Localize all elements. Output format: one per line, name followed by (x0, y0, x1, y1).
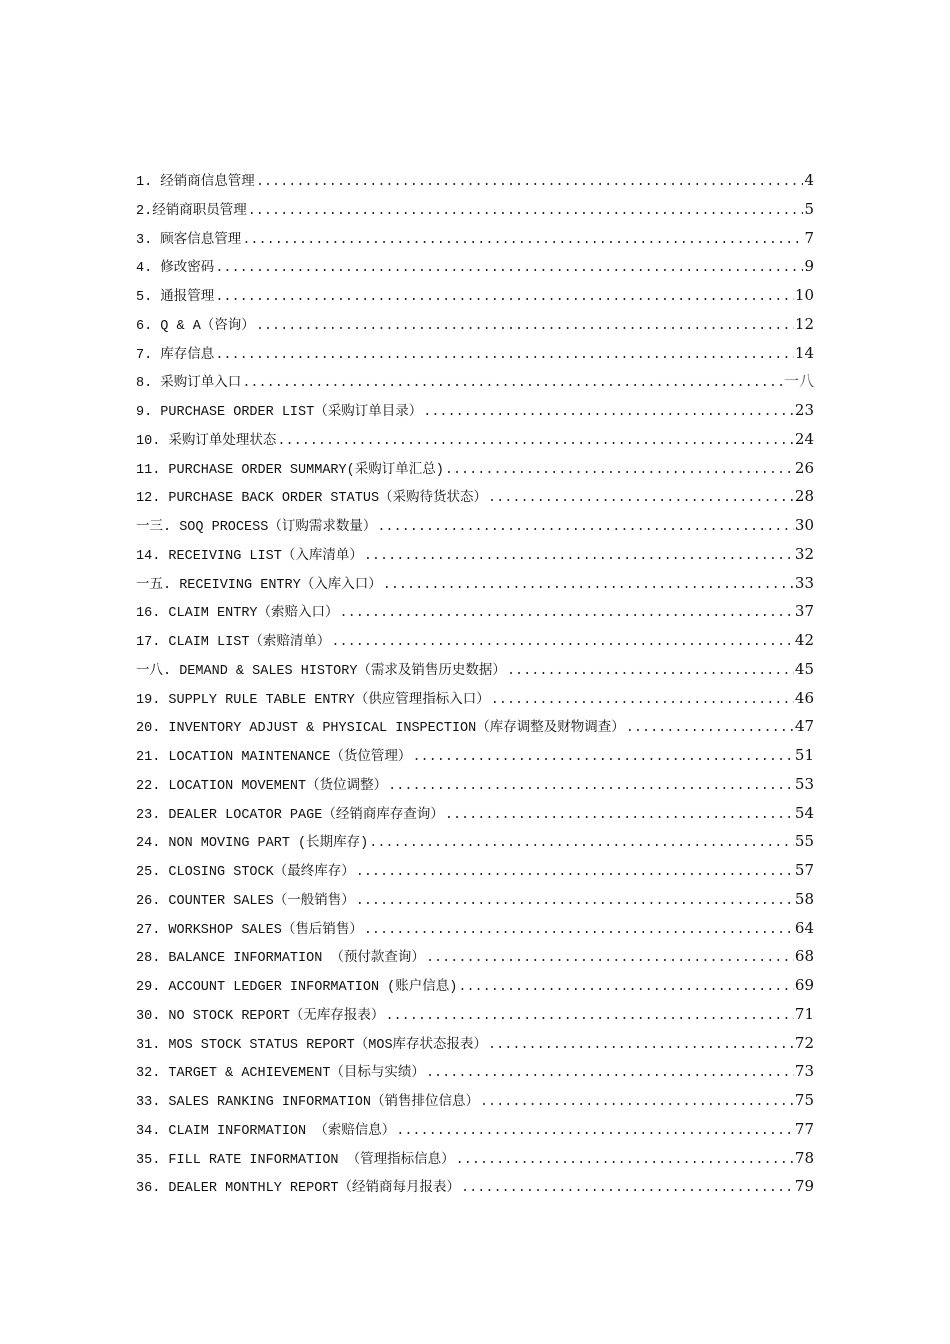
toc-entry-page-number: 28 (794, 487, 814, 506)
toc-entry-title: 8. 采购订单入口 (136, 376, 242, 392)
toc-dot-leader (626, 719, 794, 739)
toc-entry-title: 30. NO STOCK REPORT（无库存报表） (136, 1008, 385, 1024)
toc-entry-title: 一三. SOQ PROCESS（订购需求数量） (136, 520, 377, 535)
toc-entry-title: 35. FILL RATE INFORMATION （管理指标信息） (136, 1152, 455, 1168)
toc-entry-title: 5. 通报管理 (136, 290, 215, 305)
toc-entry-title: 28. BALANCE INFORMATION （预付款查询） (136, 951, 425, 967)
toc-entry[interactable] (136, 831, 814, 860)
toc-entry-page-number: 64 (794, 918, 814, 937)
toc-dot-leader (242, 231, 803, 251)
toc-entry-title: 21. LOCATION MAINTENANCE（货位管理） (136, 750, 412, 765)
toc-entry[interactable] (136, 371, 814, 400)
toc-dot-leader (364, 921, 794, 941)
toc-entry-title: 10. 采购订单处理状态 (136, 433, 277, 449)
toc-entry-page-number: 58 (794, 889, 814, 908)
toc-dot-leader (383, 576, 794, 596)
toc-dot-leader (215, 346, 794, 366)
toc-dot-leader (480, 1093, 794, 1113)
toc-entry[interactable] (136, 285, 814, 314)
toc-entry[interactable] (136, 228, 814, 257)
toc-entry-page-number: 69 (794, 976, 814, 994)
toc-entry[interactable] (136, 745, 814, 774)
toc-entry-page-number: 78 (794, 1148, 814, 1167)
toc-entry-page-number: 10 (794, 286, 814, 304)
toc-entry[interactable] (136, 486, 814, 515)
toc-entry-title: 7. 库存信息 (136, 347, 215, 363)
toc-dot-leader (458, 978, 794, 998)
toc-entry[interactable] (136, 429, 814, 458)
toc-dot-leader (412, 748, 793, 768)
toc-entry-title: 20. INVENTORY ADJUST & PHYSICAL INSPECTION（库存调整及财物调查） (136, 721, 625, 737)
toc-dot-leader (423, 403, 794, 423)
toc-entry-title: 33. SALES RANKING INFORMATION（销售排位信息） (136, 1095, 479, 1110)
toc-entry[interactable] (136, 1033, 814, 1062)
toc-entry-page-number: 26 (794, 458, 814, 477)
toc-entry-title: 14. RECEIVING LIST（入库清单） (136, 548, 363, 564)
toc-dot-leader (445, 806, 794, 826)
toc-dot-leader (491, 691, 794, 711)
toc-dot-leader (461, 1179, 794, 1199)
toc-dot-leader (369, 834, 794, 854)
toc-entry-page-number: 12 (794, 314, 814, 333)
toc-dot-leader (248, 202, 804, 222)
toc-dot-leader (215, 259, 803, 279)
toc-entry-title: 32. TARGET & ACHIEVEMENT（目标与实绩） (136, 1066, 425, 1082)
toc-entry[interactable] (136, 630, 814, 659)
toc-entry[interactable] (136, 544, 814, 573)
toc-entry[interactable] (136, 515, 814, 544)
toc-entry-title: 3. 顾客信息管理 (136, 232, 242, 248)
toc-dot-leader (445, 461, 794, 481)
toc-entry-page-number: 33 (794, 573, 814, 592)
toc-entry[interactable] (136, 889, 814, 918)
toc-dot-leader (364, 547, 794, 567)
toc-entry[interactable] (136, 918, 814, 947)
toc-entry[interactable] (136, 601, 814, 630)
toc-entry-title: 27. WORKSHOP SALES（售后销售） (136, 922, 363, 938)
toc-dot-leader (488, 1036, 794, 1056)
toc-entry-title: 6. Q & A（咨询） (136, 318, 255, 334)
toc-entry-title: 11. PURCHASE ORDER SUMMARY(采购订单汇总) (136, 462, 444, 478)
toc-entry-page-number: 45 (794, 659, 814, 678)
toc-entry-page-number: 77 (794, 1119, 814, 1138)
toc-entry-page-number: 68 (794, 947, 814, 966)
toc-entry-title: 34. CLAIM INFORMATION （索赔信息） (136, 1123, 396, 1139)
toc-entry[interactable] (136, 774, 814, 803)
toc-entry-page-number: 73 (794, 1062, 814, 1081)
toc-entry-title: 24. NON MOVING PART (长期库存) (136, 836, 369, 852)
toc-dot-leader (507, 662, 794, 682)
toc-dot-leader (331, 633, 793, 653)
toc-entry-page-number: 30 (794, 516, 814, 534)
toc-dot-leader (242, 374, 783, 394)
toc-entry-page-number: 51 (794, 746, 814, 764)
toc-dot-leader (488, 489, 794, 509)
toc-entry-page-number: 7 (804, 228, 814, 247)
toc-entry-page-number: 57 (794, 861, 814, 879)
toc-entry-page-number: 5 (804, 199, 814, 218)
toc-entry-title: 25. CLOSING STOCK（最终库存） (136, 865, 355, 880)
toc-entry[interactable] (136, 975, 814, 1004)
toc-entry[interactable] (136, 199, 814, 228)
toc-entry[interactable] (136, 659, 814, 688)
toc-entry[interactable] (136, 170, 814, 199)
toc-entry-title: 1. 经销商信息管理 (136, 175, 255, 190)
toc-entry-page-number: 一八 (783, 372, 814, 391)
toc-entry-page-number: 9 (804, 257, 814, 276)
toc-dot-leader (377, 518, 794, 538)
toc-dot-leader (426, 949, 794, 969)
toc-dot-leader (256, 173, 804, 193)
toc-entry[interactable] (136, 803, 814, 832)
toc-entry-page-number: 53 (794, 774, 814, 793)
toc-entry-page-number: 46 (794, 688, 814, 707)
toc-entry[interactable] (136, 688, 814, 717)
toc-entry-title: 4. 修改密码 (136, 261, 215, 277)
toc-entry[interactable] (136, 716, 814, 745)
toc-dot-leader (388, 777, 794, 797)
toc-entry-page-number: 32 (794, 544, 814, 563)
toc-entry-page-number: 75 (794, 1091, 814, 1109)
toc-entry[interactable] (136, 1176, 814, 1205)
toc-entry[interactable] (136, 1090, 814, 1119)
toc-entry[interactable] (136, 458, 814, 487)
toc-entry[interactable] (136, 314, 814, 343)
toc-dot-leader (456, 1151, 794, 1171)
toc-entry-page-number: 47 (794, 717, 814, 736)
toc-entry-page-number: 54 (794, 803, 814, 822)
toc-dot-leader (256, 317, 794, 337)
toc-dot-leader (385, 1007, 793, 1027)
toc-entry-title: 16. CLAIM ENTRY（索赔入口） (136, 606, 339, 622)
toc-entry-page-number: 55 (794, 832, 814, 851)
toc-entry-title: 12. PURCHASE BACK ORDER STATUS（采购待货状态） (136, 491, 488, 507)
toc-entry[interactable] (136, 343, 814, 372)
toc-entry-page-number: 37 (794, 602, 814, 621)
toc-dot-leader (356, 892, 794, 912)
toc-entry-title: 36. DEALER MONTHLY REPORT（经销商每月报表） (136, 1181, 461, 1197)
toc-entry[interactable] (136, 1148, 814, 1177)
toc-dot-leader (277, 432, 794, 452)
toc-entry-title: 一五. RECEIVING ENTRY（入库入口） (136, 577, 382, 593)
toc-entry-title: 23. DEALER LOCATOR PAGE（经销商库存查询） (136, 807, 444, 823)
toc-dot-leader (215, 288, 794, 308)
toc-entry[interactable] (136, 256, 814, 285)
toc-entry-page-number: 23 (794, 401, 814, 419)
toc-entry[interactable] (136, 946, 814, 975)
toc-entry-page-number: 71 (794, 1004, 814, 1023)
toc-entry-page-number: 4 (804, 171, 814, 189)
toc-entry-page-number: 42 (794, 631, 814, 649)
toc-entry[interactable] (136, 1061, 814, 1090)
toc-entry-title: 29. ACCOUNT LEDGER INFORMATION (账户信息) (136, 980, 458, 995)
toc-entry-page-number: 79 (794, 1177, 814, 1196)
toc-entry[interactable] (136, 1004, 814, 1033)
toc-entry-title: 22. LOCATION MOVEMENT（货位调整） (136, 778, 388, 794)
toc-dot-leader (426, 1064, 794, 1084)
toc-entry-title: 一八. DEMAND & SALES HISTORY（需求及销售历史数据） (136, 663, 506, 679)
toc-entry-title: 9. PURCHASE ORDER LIST（采购订单目录） (136, 405, 423, 420)
toc-dot-leader (396, 1122, 794, 1142)
toc-entry-title: 19. SUPPLY RULE TABLE ENTRY（供应管理指标入口） (136, 692, 490, 708)
table-of-contents (136, 170, 814, 1205)
toc-entry-title: 31. MOS STOCK STATUS REPORT（MOS库存状态报表） (136, 1037, 488, 1053)
toc-entry-title: 26. COUNTER SALES（一般销售） (136, 893, 355, 909)
toc-dot-leader (356, 863, 794, 883)
toc-entry[interactable] (136, 400, 814, 429)
toc-entry[interactable] (136, 1119, 814, 1148)
toc-entry[interactable] (136, 573, 814, 602)
toc-dot-leader (340, 604, 794, 624)
toc-entry-page-number: 14 (794, 343, 814, 362)
toc-entry[interactable] (136, 860, 814, 889)
toc-entry-title: 2.经销商职员管理 (136, 203, 247, 219)
toc-entry-page-number: 72 (794, 1033, 814, 1052)
toc-entry-page-number: 24 (794, 429, 814, 448)
toc-entry-title: 17. CLAIM LIST（索赔清单） (136, 635, 331, 650)
